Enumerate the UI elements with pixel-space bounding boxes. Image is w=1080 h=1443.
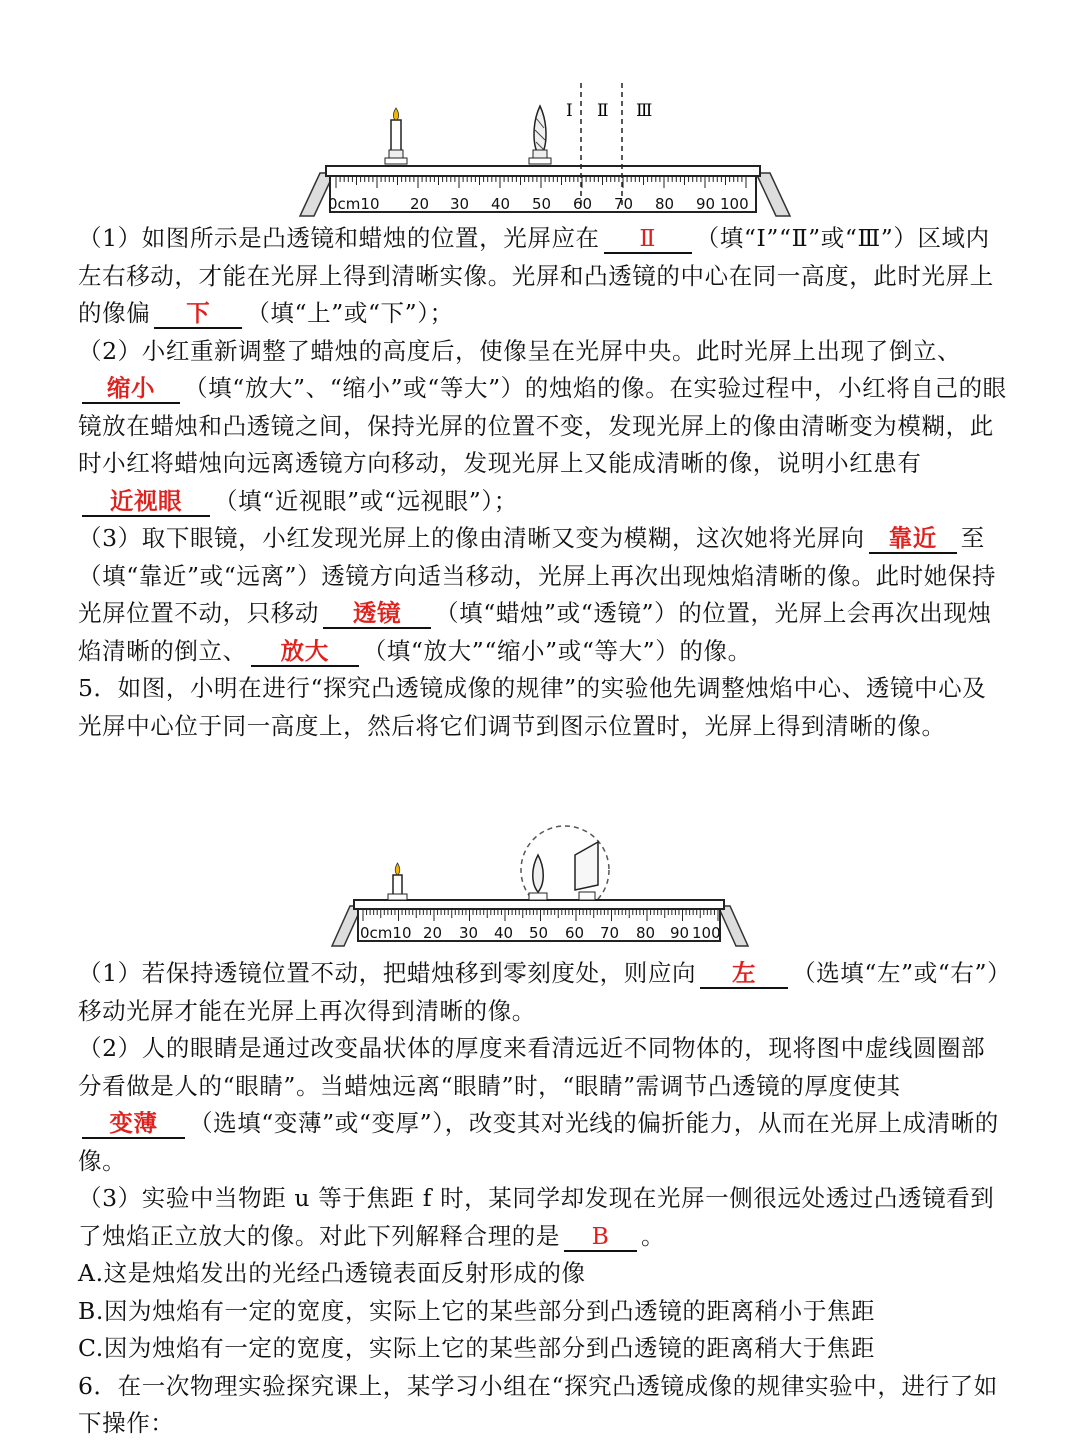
question-5-part-1: （1）若保持透镜位置不动，把蜡烛移到零刻度处，则应向 左 （选填“左”或“右”）移动光屏才能在光屏上再次得到清晰的像。 — [78, 959, 1000, 1025]
tick-label: 70 — [614, 195, 634, 213]
question-1-part-2: （2）小红重新调整了蜡烛的高度后，使像呈在光屏中央。此时光屏上出现了倒立、缩小 （填“放大”、“缩小”或“等大”）的烛焰的像。在实验过程中，小红将自己的眼镜放在蜡烛和凸透镜之间，保持光屏的位置不变，发现光屏上的像由清晰变为模糊，此时小红将蜡烛向远离透镜方向移动，发现光屏上又能成清晰的像，说明小红患有近视眼 （填“近视眼”或“远视眼”）； — [78, 336, 1007, 515]
light-screen — [575, 842, 598, 900]
region-label-1: Ⅰ — [566, 101, 573, 121]
tick-label: 0cm10 — [360, 924, 412, 942]
optical-bench-figure-1 — [300, 78, 790, 220]
tick-label: 0cm10 — [328, 195, 380, 213]
tick-label: 90 — [670, 924, 690, 942]
candle — [388, 863, 407, 900]
answer-blank: 靠近 — [869, 524, 957, 554]
answer-blank: 下 — [154, 299, 242, 329]
tick-label: 20 — [410, 195, 430, 213]
question-1-part-3: （3）取下眼镜，小红发现光屏上的像由清晰又变为模糊，这次她将光屏向 靠近 至（填“靠近”或“远离”）透镜方向适当移动，光屏上再次出现烛焰清晰的像。此时她保持光屏位置不动，只移动 透镜 （填“蜡烛”或“透镜”）的位置，光屏上会再次出现烛焰清晰的倒立、 放大 （填“放大”“缩小”或“等大”）的像。 — [78, 524, 997, 665]
tick-label: 40 — [491, 195, 511, 213]
answer-blank: Ⅱ — [604, 224, 692, 254]
question-6-stem: 6．在一次物理实验探究课上，某学习小组在“探究凸透镜成像的规律实验中，进行了如下操作： — [78, 1371, 998, 1437]
question-1-part-1: （1）如图所示是凸透镜和蜡烛的位置，光屏应在 Ⅱ （填“Ⅰ”“Ⅱ”或“Ⅲ”）区域内左右移动，才能在光屏上得到清晰实像。光屏和凸透镜的中心在同一高度，此时光屏上的像偏 下 （填“上”或“下”）； — [78, 224, 994, 327]
tick-label: 90 — [696, 195, 716, 213]
region-label-3: Ⅲ — [636, 101, 653, 121]
answer-blank: 透镜 — [323, 599, 431, 629]
tick-label: 30 — [459, 924, 479, 942]
option-b: B.因为烛焰有一定的宽度，实际上它的某些部分到凸透镜的距离稍小于焦距 — [78, 1296, 876, 1325]
tick-label: 80 — [636, 924, 656, 942]
tick-label: 60 — [565, 924, 585, 942]
question-5-stem: 5．如图，小明在进行“探究凸透镜成像的规律”的实验他先调整烛焰中心、透镜中心及光屏中心位于同一高度上，然后将它们调节到图示位置时，光屏上得到清晰的像。 — [78, 674, 987, 740]
answer-blank: 近视眼 — [82, 487, 210, 517]
tick-label: 60 — [573, 195, 593, 213]
tick-label: 50 — [532, 195, 552, 213]
answer-blank: 变薄 — [82, 1109, 185, 1139]
question-5-block — [78, 955, 1008, 1443]
tick-label: 80 — [655, 195, 675, 213]
option-a: A.这是烛焰发出的光经凸透镜表面反射形成的像 — [78, 1259, 586, 1287]
answer-blank: 缩小 — [82, 374, 180, 404]
question-1-block — [78, 220, 1008, 745]
tick-label: 100 — [720, 195, 749, 213]
tick-label: 50 — [529, 924, 549, 942]
tick-label: 40 — [494, 924, 514, 942]
convex-lens — [529, 855, 547, 900]
convex-lens — [529, 106, 551, 164]
optical-bench-figure-2 — [330, 820, 750, 952]
answer-blank: 放大 — [251, 637, 359, 667]
answer-blank: B — [564, 1222, 637, 1252]
option-c: C.因为烛焰有一定的宽度，实际上它的某些部分到凸透镜的距离稍大于焦距 — [78, 1334, 876, 1362]
tick-label: 100 — [692, 924, 721, 942]
candle — [385, 108, 407, 164]
question-5-part-3: （3）实验中当物距 u 等于焦距 f 时，某同学却发现在光屏一侧很远处透过凸透镜看到了烛焰正立放大的像。对此下列解释合理的是 B 。 — [78, 1184, 995, 1250]
tick-label: 20 — [423, 924, 443, 942]
tick-label: 70 — [600, 924, 620, 942]
answer-blank: 左 — [700, 959, 788, 989]
region-label-2: Ⅱ — [597, 101, 609, 121]
tick-label: 30 — [450, 195, 470, 213]
question-5-part-2: （2）人的眼睛是通过改变晶状体的厚度来看清远近不同物体的，现将图中虚线圆圈部分看做是人的“眼睛”。当蜡烛远离“眼睛”时，“眼睛”需调节凸透镜的厚度使其变薄 （选填“变薄”或“变厚”），改变其对光线的偏折能力，从而在光屏上成清晰的像。 — [78, 1034, 999, 1175]
